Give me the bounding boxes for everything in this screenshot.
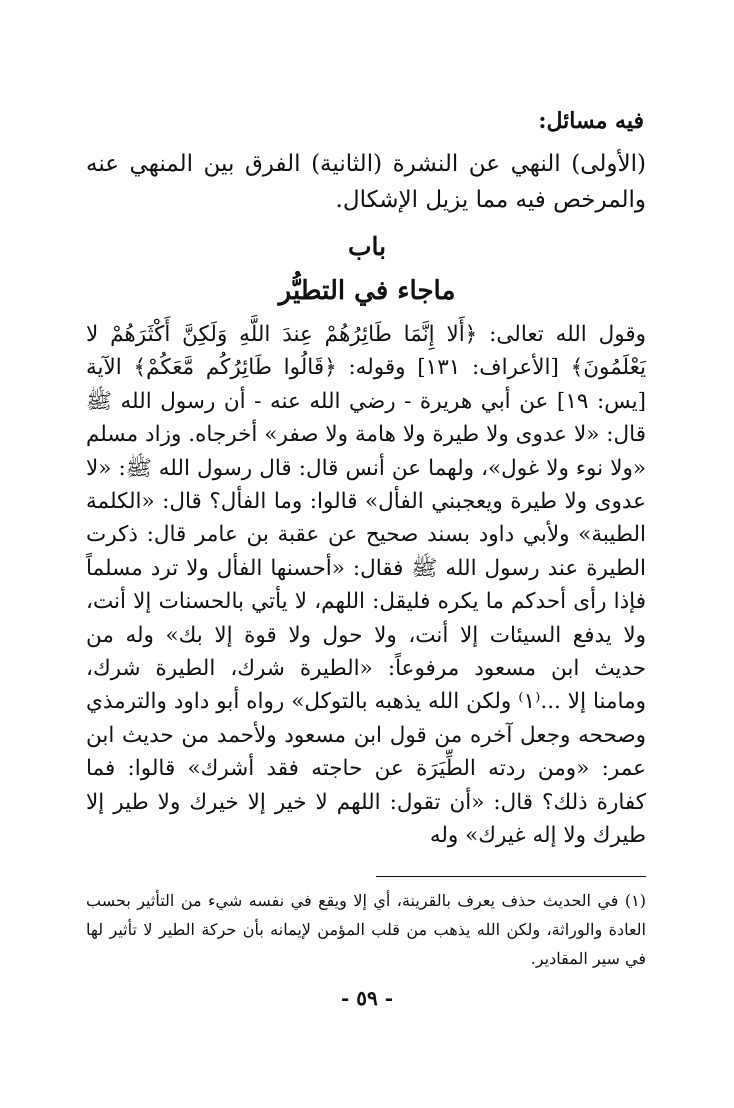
footnote: (١) في الحديث حذف يعرف بالقرينة، أي إلا ويقع في نفسه شيء من التأثير بحسب العادة والوراثة، ولكن الله يذهب من قلب المؤمن لإيمانه بأن حركة الطير لا تأثير لها في سير المقادير.: [86, 891, 646, 968]
page-number: - ٥٩ -: [340, 986, 393, 1010]
footnote-divider: [376, 876, 646, 877]
questions-body: (الأولى) النهي عن النشرة (الثانية) الفرق بين المنهي عنه والمرخص فيه مما يزيل الإشكال.: [86, 151, 646, 213]
questions-heading: فيه مسائل:: [538, 108, 644, 134]
main-paragraph: وقول الله تعالى: ﴿أَلا إِنَّمَا طَائِرُهُمْ عِندَ اللَّهِ وَلَكِنَّ أَكْثَرَهُمْ لا يَعْلَمُونَ﴾ [الأعراف: ١٣١] وقوله: ﴿قَالُوا طَائِرُكُم مَّعَكُمْ﴾ الآية [يس: ١٩] عن أبي هريرة - رضي الله عنه - أن رسول الله ﷺ قال: «لا عدوى ولا طيرة ولا هامة ولا صفر» أخرجاه. وزاد مسلم «ولا نوء ولا غول»، ولهما عن أنس قال: قال رسول الله ﷺ: «لا عدوى ولا طيرة ويعجبني الفأل» قالوا: وما الفأل؟ قال: «الكلمة الطيبة» ولأبي داود بسند صحيح عن عقبة بن عامر قال: ذكرت الطيرة عند رسول الله ﷺ فقال: «أحسنها الفأل ولا ترد مسلماً فإذا رأى أحدكم ما يكره فليقل: اللهم، لا يأتي بالحسنات إلا أنت، ولا يدفع السيئات إلا أنت، ولا حول ولا قوة إلا بك» وله من حديث ابن مسعود مرفوعاً: «الطيرة شرك، الطيرة شرك، ومامنا إلا ...⁽١⁾ ولكن الله يذهبه بالتوكل» رواه أبو داود والترمذي وصححه وجعل آخره من قول ابن مسعود ولأحمد من حديث ابن عمر: «ومن ردته الطِّيَرَة عن حاجته فقد أشرك» قالوا: فما كفارة ذلك؟ قال: «أن تقول: اللهم لا خير إلا خيرك ولا طير إلا طيرك ولا إله غيرك» وله: [86, 322, 646, 849]
main-text: [86, 318, 646, 853]
chapter-title: ماجاء في التطيُّر: [278, 276, 456, 306]
chapter-label: باب: [347, 232, 387, 261]
